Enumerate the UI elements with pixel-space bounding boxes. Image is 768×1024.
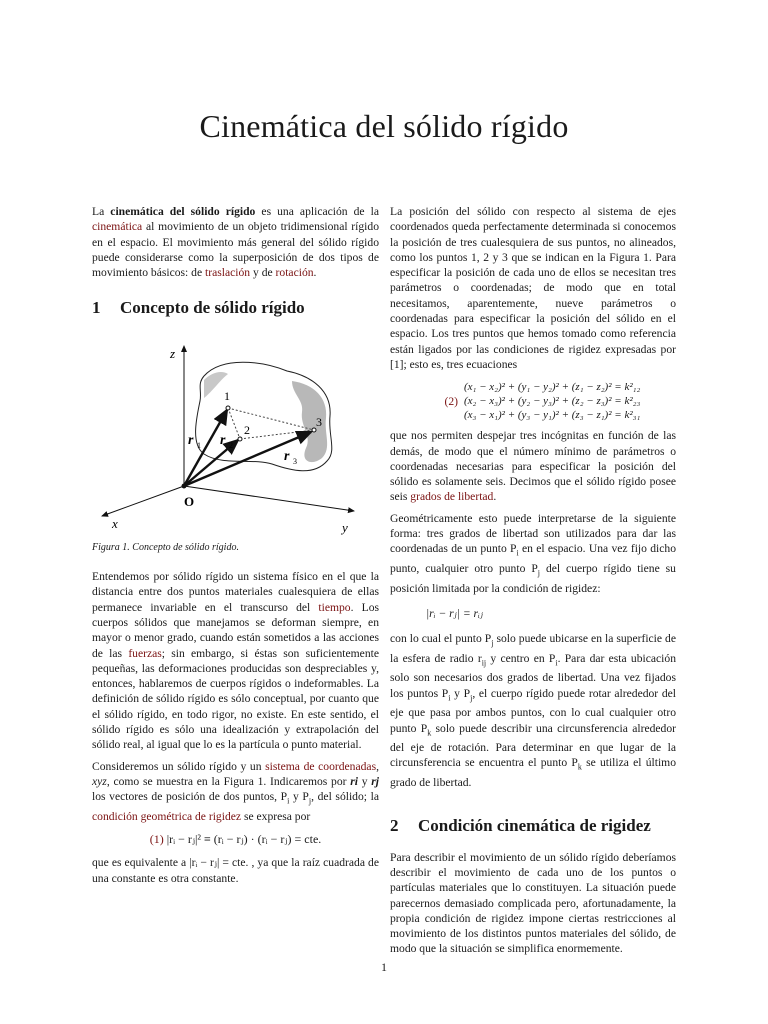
text: . Los cuerpos sólidos que manejamos se deforman siempre, en mayor o menor grado, cuando están sometidos a las acciones de las — [92, 600, 379, 660]
paragraph-equivalent: que es equivalente a |rᵢ − rⱼ| = cte. , ya que la raíz cuadrada de una constante es otra constante. — [92, 856, 379, 885]
text: . — [313, 266, 317, 280]
text: se expresa por — [241, 809, 311, 823]
link-condicion-rigidez[interactable]: condición geométrica de rigidez — [92, 809, 242, 823]
y-axis — [184, 486, 354, 511]
section-number: 2 — [390, 816, 399, 836]
paragraph-position: La posición del sólido con respecto al sistema de ejes coordenados queda perfectamente determinada si conocemos la posición de tres cualesquiera de sus puntos, no alineados, como los puntos 1, 2 y 3 que se indican en la Figura 1. Para especificar la posición de cada uno de ellos se necesitan tres parámetros o coordenadas; de modo que en total necesitamos, aparentemente, nueve parámetros o coordenadas para especificar la posición del sólido en el espacio. Los tres puntos que hemos tomado como referencia están ligados por las condiciones de rigidez expresadas por [1]; esto es, tres ecuaciones — [390, 205, 676, 371]
paragraph-kinematic: Para describir el movimiento de un sólido rígido deberíamos describir el movimiento de cada uno de los puntos o partículas materiales que lo constituyen. La situación puede parecernos demasiado complicada pero, afortunadamente, la propia condición de rigidez impone ciertas restricciones al movimiento de los distintos puntos materiales del sólido, de modo que la situación se simplifica enormemente. — [390, 850, 676, 956]
text: , el cuerpo rígido puede rotar alrededor del eje que pasa por ambos puntos, con lo cual cualquier otro punto P — [390, 686, 677, 735]
text: es una aplicación de la — [255, 205, 379, 218]
text: que nos permiten despejar tres incógnitas en función de las demás, de modo que el número mínimo de parámetros o coordenadas necesarias para especificar la posición del sólido es solamente seis. Decimos que el sólido rígido posee seis — [390, 429, 676, 504]
section-heading-1 — [92, 298, 379, 318]
label-origin: O — [184, 493, 195, 509]
text: , del sólido; la — [311, 790, 379, 804]
text: Geométricamente esto puede interpretarse de la siguiente forma: tres grados de libertad son utilizados para dar las coordenadas de un punto P — [390, 511, 676, 556]
link-cinematica[interactable]: cinemática — [92, 220, 143, 234]
text: solo puede ubicarse en la superficie de la esfera de radio r — [390, 632, 676, 665]
subscript: j — [491, 638, 494, 648]
page-number: 1 — [381, 960, 387, 974]
equation-line: (x₁ − x₂)² + (y₁ − y₂)² + (z₁ − z₂)² = k²₁₂ — [464, 381, 641, 394]
equation-number[interactable]: (1) — [149, 832, 164, 847]
label-x: x — [112, 515, 118, 531]
equation-system — [464, 380, 640, 422]
subscript: i — [448, 692, 451, 702]
text: se utiliza el último grado de libertad. — [390, 756, 676, 790]
text: en el espacio. Una vez fijo dicho punto, cualquier otro punto P — [390, 542, 676, 575]
label-r3: r — [284, 448, 290, 464]
subscript: j — [308, 796, 312, 806]
section-title: Condición cinemática de rigidez — [418, 816, 651, 836]
text: . Para dar esta ubicación solo son necesarios dos grados de libertad. Una vez fijados los puntos P — [390, 651, 676, 700]
text: solo puede describir una circunsferencia alrededor del eje de rotación. Para determinar en que lugar de la circunsferencia se encuentra el punto P — [390, 721, 676, 770]
equation-line: (x₂ − x₃)² + (y₂ − y₃)² + (z₂ − z₃)² = k²₂₃ — [464, 395, 641, 408]
text: Entendemos por sólido rígido un sistema físico en el que la distancia entre dos puntos materiales cualesquiera de ellas permanece invariable en el transcurso del — [92, 570, 379, 614]
label-z: z — [170, 345, 176, 361]
text: y — [358, 774, 372, 788]
x-axis — [102, 486, 184, 516]
equation-number[interactable]: (2) — [444, 394, 458, 408]
equation-1 — [92, 832, 379, 847]
label-r1: r — [188, 432, 194, 448]
text: La — [92, 205, 111, 218]
rigid-body-diagram — [92, 336, 379, 536]
text: , como se muestra en la Figura 1. Indicaremos por — [106, 774, 351, 788]
link-rotacion[interactable]: rotación — [275, 266, 314, 280]
link-sistema-coordenadas[interactable]: sistema de coordenadas — [265, 759, 377, 773]
subscript: k — [427, 727, 432, 737]
link-fuerzas[interactable]: fuerzas — [128, 646, 162, 660]
paragraph-geometric — [390, 511, 676, 596]
text: y centro en P — [486, 651, 556, 665]
label-point-1: 1 — [224, 388, 230, 403]
text: del cuerpo rígido tiene su posición limitada por la condición de rigidez: — [390, 561, 676, 595]
paragraph-sphere — [390, 631, 676, 790]
equation-line: (x₃ − x₁)² + (y₃ − y₁)² + (z₃ − z₁)² = k²₃₁ — [464, 409, 641, 422]
label-point-3: 3 — [316, 414, 322, 429]
key-term: cinemática del sólido rígido — [110, 205, 256, 218]
section-title: Concepto de sólido rígido — [120, 298, 305, 318]
text: con lo cual el punto P — [390, 632, 492, 646]
origin-point — [182, 483, 187, 488]
paragraph-degrees — [390, 428, 676, 504]
text: ; sin embargo, si éstas son suficientemente pequeñas, las deformaciones producidas son despreciables y, entonces, hablaremos de cuerpos rígidos o indeformables. La definición de sólido rígido es sólo conceptual, por cuanto que el sólido rígido, en todo rigor, no existe. En este sentido, el sólido rígido es sólo una idealización y extrapolación del sólido real, al igual que lo es la partícula o punto material. — [92, 646, 379, 752]
page-title: Cinemática del sólido rígido — [199, 108, 569, 144]
link-traslacion[interactable]: traslación — [205, 266, 251, 280]
point-2 — [238, 437, 242, 441]
text: y P — [289, 790, 309, 804]
figure-caption: Figura 1. Concepto de sólido rígido. — [92, 541, 239, 553]
text: Consideremos un sólido rígido y un — [92, 759, 266, 773]
intro-paragraph — [92, 204, 379, 280]
math-xyz: xyz — [92, 774, 107, 788]
point-1 — [226, 406, 230, 410]
figure-rigid-body — [92, 336, 379, 536]
paragraph-definition — [92, 569, 379, 753]
link-tiempo[interactable]: tiempo — [318, 600, 351, 614]
subscript: k — [577, 762, 582, 772]
subscript: i — [555, 658, 558, 668]
subscript: j — [537, 568, 540, 578]
equation-2 — [390, 380, 676, 422]
text: . — [493, 490, 497, 504]
text: y de — [250, 266, 276, 280]
subscript: i — [287, 796, 290, 806]
subscript: ij — [481, 658, 487, 668]
right-column — [390, 204, 676, 963]
label-r3-sub: 3 — [293, 456, 297, 466]
section-number: 1 — [92, 298, 101, 318]
label-r2: r — [220, 432, 226, 448]
subscript: i — [516, 548, 519, 558]
section-heading-2 — [390, 816, 676, 836]
text: al movimiento de un objeto tridimensional rígido en el espacio. El movimiento más general del sólido rígido puede considerarse como la superposición de dos tipos de movimiento básicos: de — [92, 220, 379, 280]
equation-body: |rᵢ − rⱼ|² ≡ (rᵢ − rⱼ) · (rᵢ − rⱼ) = cte. — [163, 832, 322, 847]
link-grados-libertad[interactable]: grados de libertad — [410, 490, 494, 504]
subscript: j — [470, 692, 473, 702]
text: , — [376, 759, 379, 773]
text: los vectores de posición de dos puntos, P — [92, 790, 288, 804]
label-r1-sub: 1 — [197, 440, 201, 450]
paragraph-coordinates — [92, 759, 379, 825]
math-ri: ri — [350, 774, 358, 788]
label-r2-sub: 2 — [229, 440, 233, 450]
equation-rigidity: |rᵢ − rⱼ| = rᵢⱼ — [426, 606, 483, 620]
label-point-2: 2 — [244, 422, 250, 437]
text: y P — [450, 686, 471, 700]
left-column — [92, 204, 379, 892]
math-rj: rj — [371, 774, 380, 788]
label-y: y — [342, 519, 348, 535]
